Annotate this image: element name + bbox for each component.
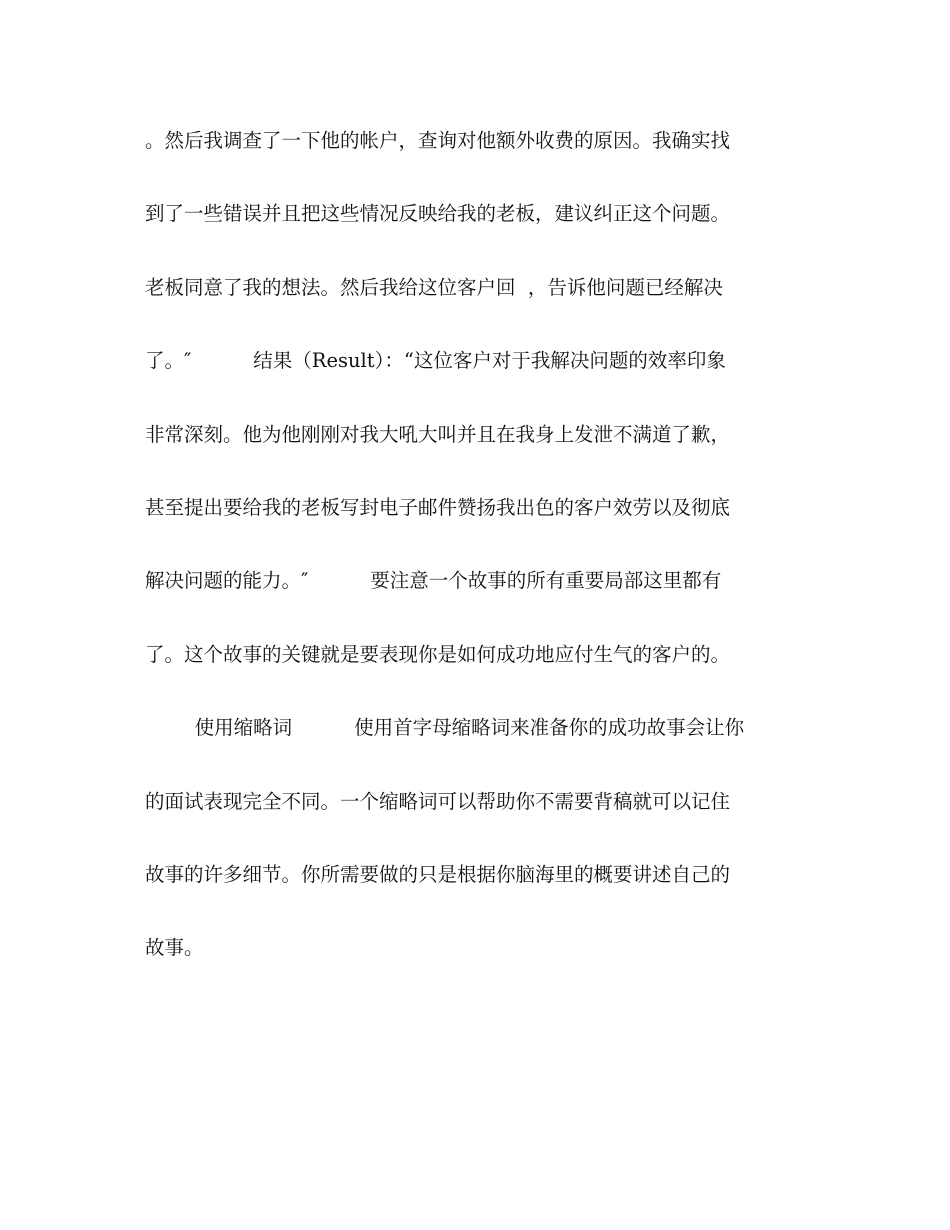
text-line: 老板同意了我的想法。然后我给这位客户回 ，告诉他问题已经解决 <box>145 275 723 299</box>
text-line: 甚至提出要给我的老板写封电子邮件赞扬我出色的客户效劳以及彻底 <box>145 495 731 519</box>
text-line: 非常深刻。他为他刚刚对我大吼大叫并且在我身上发泄不满道了歉， <box>145 422 731 446</box>
text-line: 到了一些错误并且把这些情况反映给我的老板，建议纠正这个问题。 <box>145 202 731 226</box>
text-line: 使用缩略词 使用首字母缩略词来准备你的成功故事会让你 <box>145 716 745 740</box>
text-line: 故事的许多细节。你所需要做的只是根据你脑海里的概要讲述自己的 <box>145 862 731 886</box>
text-line: 解决问题的能力。″ 要注意一个故事的所有重要局部这里都有 <box>145 569 722 593</box>
text-line: 了。这个故事的关键就是要表现你是如何成功地应付生气的客户的。 <box>145 642 731 666</box>
text-line: 。然后我调查了一下他的帐户，查询对他额外收费的原因。我确实找 <box>145 129 731 152</box>
body-text <box>145 124 825 1005</box>
text-line: 了。″ 结果（Result）：“这位客户对于我解决问题的效率印象 <box>145 349 726 373</box>
text-line: 故事。 <box>145 936 204 960</box>
text-line: 的面试表现完全不同。一个缩略词可以帮助你不需要背稿就可以记住 <box>145 789 731 813</box>
